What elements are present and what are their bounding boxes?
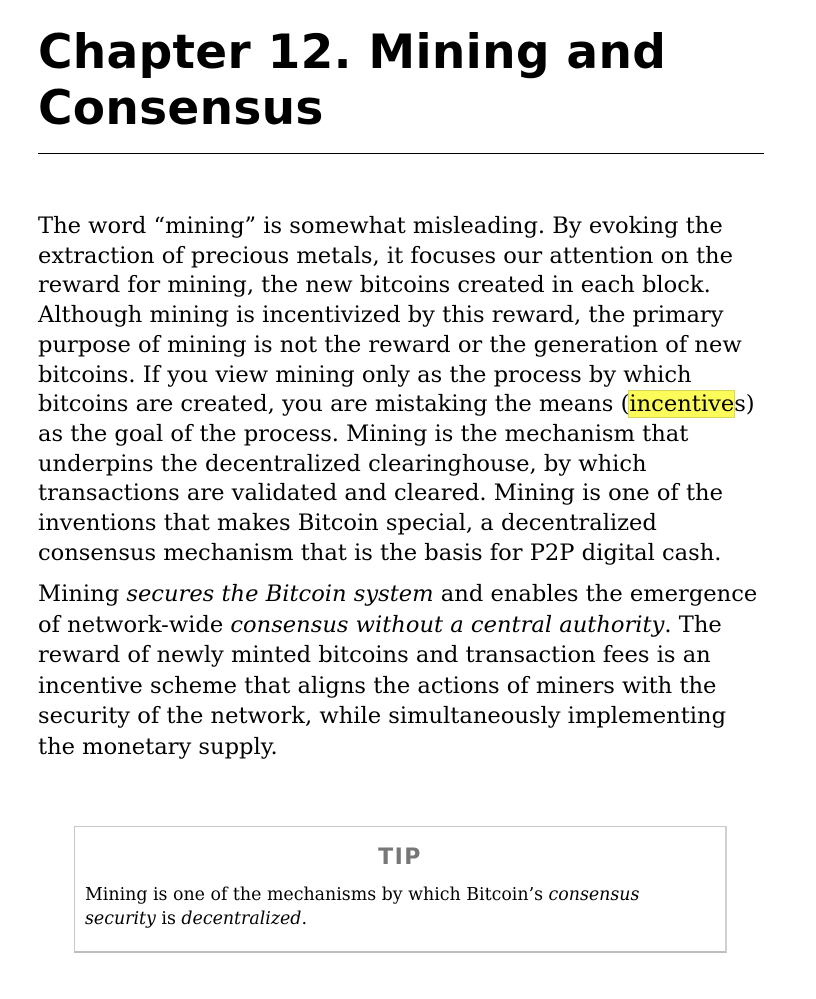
tip-callout xyxy=(74,826,727,953)
paragraph-text: The word “mining” is somewhat misleading. By evoking the extraction of precious metals, it focuses our attention on the reward for mining, the new bitcoins created in each block. Although mining is incentivized by this reward, the primary purpose of mining is not the reward or the generation of new bitcoins. If you view mining only as the process by which bitcoins are created, you are mistaking the means ( xyxy=(38,213,742,418)
emphasis-text: consensus without a central authority xyxy=(230,611,665,638)
tip-emphasis: decentralized xyxy=(181,909,302,929)
paragraph-text: Mining xyxy=(38,581,127,608)
emphasis-text: secures the Bitcoin system xyxy=(126,581,434,608)
tip-text-part: Mining is one of the mechanisms by which Bitcoin’s xyxy=(85,885,549,905)
tip-text-part: is xyxy=(155,909,182,929)
paragraph-text: s) as the goal of the process. Mining is the mechanism that underpins the decentralized clearinghouse, by which transactions are validated and cleared. Mining is one of the inventions that makes Bitcoin special, a decentralized consensus mechanism that is the basis for P2P digital cash. xyxy=(38,391,755,566)
chapter-title: Chapter 12. Mining and Consensus xyxy=(38,25,764,154)
tip-text-part: . xyxy=(301,909,307,929)
paragraph-mining-intro xyxy=(38,212,764,568)
tip-heading: TIP xyxy=(378,845,422,870)
page-content xyxy=(38,0,764,762)
highlighted-word[interactable]: incentive xyxy=(629,391,735,418)
tip-text xyxy=(85,883,705,931)
paragraph-text: . The reward of newly minted bitcoins and transaction fees is an incentive scheme that aligns the actions of miners with the security of the network, while simultaneously implementing the monetary supply. xyxy=(38,611,727,760)
tip-emphasis: consensus security xyxy=(85,885,640,929)
paragraph-text: and enables the emergence of network-wide xyxy=(38,581,758,638)
paragraph-mining-security xyxy=(38,579,764,762)
